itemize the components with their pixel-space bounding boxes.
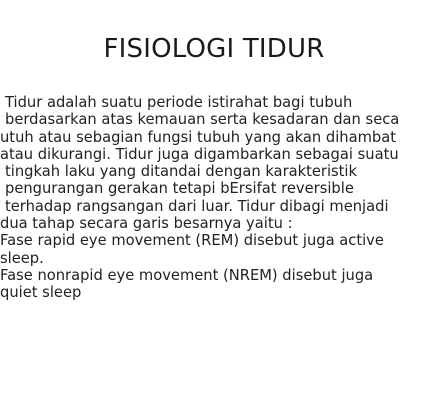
paragraph-line: Tidur adalah suatu periode istirahat bagi tubuh (5, 94, 353, 111)
paragraph-line: dua tahap secara garis besarnya yaitu : (0, 215, 293, 233)
slide-body (0, 94, 428, 302)
paragraph-line: pengurangan gerakan tetapi bErsifat reversible (5, 180, 354, 198)
stage-nrem-line: quiet sleep (0, 284, 82, 302)
slide-title: FISIOLOGI TIDUR (103, 34, 325, 64)
paragraph-line: terhadap rangsangan dari luar. Tidur dibagi menjadi (5, 197, 389, 215)
paragraph-line: utuh atau sebagian fungsi tubuh yang akan dihambat (0, 128, 396, 146)
stage-nrem-line: Fase nonrapid eye movement (NREM) disebut juga (0, 266, 374, 284)
paragraph-line: tingkah laku yang ditandai dengan karakteristik (5, 163, 358, 181)
stage-rem-line: Fase rapid eye movement (REM) disebut juga active (0, 232, 384, 250)
stage-rem-line: sleep. (0, 249, 44, 267)
paragraph-line: berdasarkan atas kemauan serta kesadaran dan seca (5, 111, 400, 129)
paragraph-line: atau dikurangi. Tidur juga digambarkan sebagai suatu (0, 145, 399, 163)
